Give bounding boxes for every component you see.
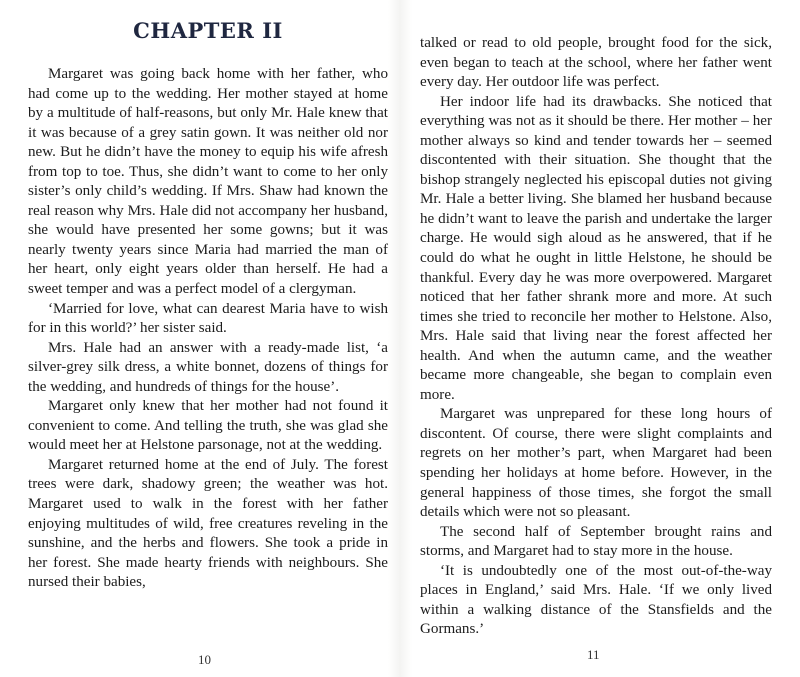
paragraph: Margaret only knew that her mother had not found it convenient to come. And telling the truth, she was glad she would meet her at Helstone parsonage, not at the wedding. (28, 398, 388, 454)
paragraph-continued: talked or read to old people, brought food for the sick, even began to teach at the school, where her father went every day. Her outdoor life was perfect. (420, 35, 772, 91)
paragraph: ‘Married for love, what can dearest Maria have to wish for in this world?’ her sister said. (28, 300, 388, 337)
paragraph: Margaret was unprepared for these long hours of discontent. Of course, there were slight complaints and regrets on her mother’s part, when Margaret had been spending her holidays at home before. However, in the general happiness of those times, she forgot the small details which were not so pleasant. (420, 406, 772, 521)
chapter-title: CHAPTER II (133, 18, 283, 43)
paragraph: Margaret returned home at the end of July. The forest trees were dark, shadowy green; the weather was hot. Margaret used to walk in the forest with her father enjoying multitudes of wild, free creatures reveling in the sunshine, and the herbs and flowers. She took a pride in her forest. She made hearty friends with neighbours. She nursed their babies, (28, 456, 388, 591)
paragraph: The second half of September brought rains and storms, and Margaret had to stay more in the house. (420, 523, 772, 560)
right-page (420, 0, 772, 677)
paragraph: ‘It is undoubtedly one of the most out-of-the-way places in England,’ said Mrs. Hale. ‘If we only lived within a walking distance of the Stansfields and the Gormans.’ (420, 562, 772, 638)
paragraph: Mrs. Hale had an answer with a ready-made list, ‘a silver-grey silk dress, a white bonnet, dozens of things for the wedding, and hundreds of things for the house’. (28, 339, 388, 395)
page-number-left: 10 (198, 652, 211, 667)
left-page-text (28, 65, 388, 593)
left-page (28, 0, 388, 677)
paragraph: Margaret was going back home with her father, who had come up to the wedding. Her mother stayed at home by a multitude of half-reasons, but only Mr. Hale knew that it was because of a grey satin gown. It was neither old nor new. But he didn’t have the money to equip his wife afresh from top to toe. Thus, she didn’t want to come to her only sister’s only child’s wedding. If Mrs. Shaw had known the real reason why Mrs. Hale did not accompany her husband, she would have presented her some gowns; but it was nearly twenty years since Maria had married the man of her heart, only eight years older than herself. He had a sweet temper and was a perfect model of a clergyman. (28, 66, 388, 298)
page-number-right: 11 (587, 647, 600, 662)
paragraph: Her indoor life had its drawbacks. She noticed that everything was not as it should be there. Her mother – her mother always so kind and tender towards her – seemed discontented with their situation. She thought that the bishop strangely neglected his episcopal duties not giving Mr. Hale a better living. She blamed her husband because he didn’t want to leave the parish and undertake the larger charge. He would sigh aloud as he answered, that if he could do what he ought in little Helstone, he should be thankful. Every day he was more overpowered. Margaret noticed that her father shrank more and more. At such times she tried to reconcile her mother to Helstone. Also, Mrs. Hale said that living near the forest affected her health. And when the autumn came, and the weather became more changeable, she began to complain even more. (420, 93, 772, 403)
right-page-text (420, 34, 772, 640)
